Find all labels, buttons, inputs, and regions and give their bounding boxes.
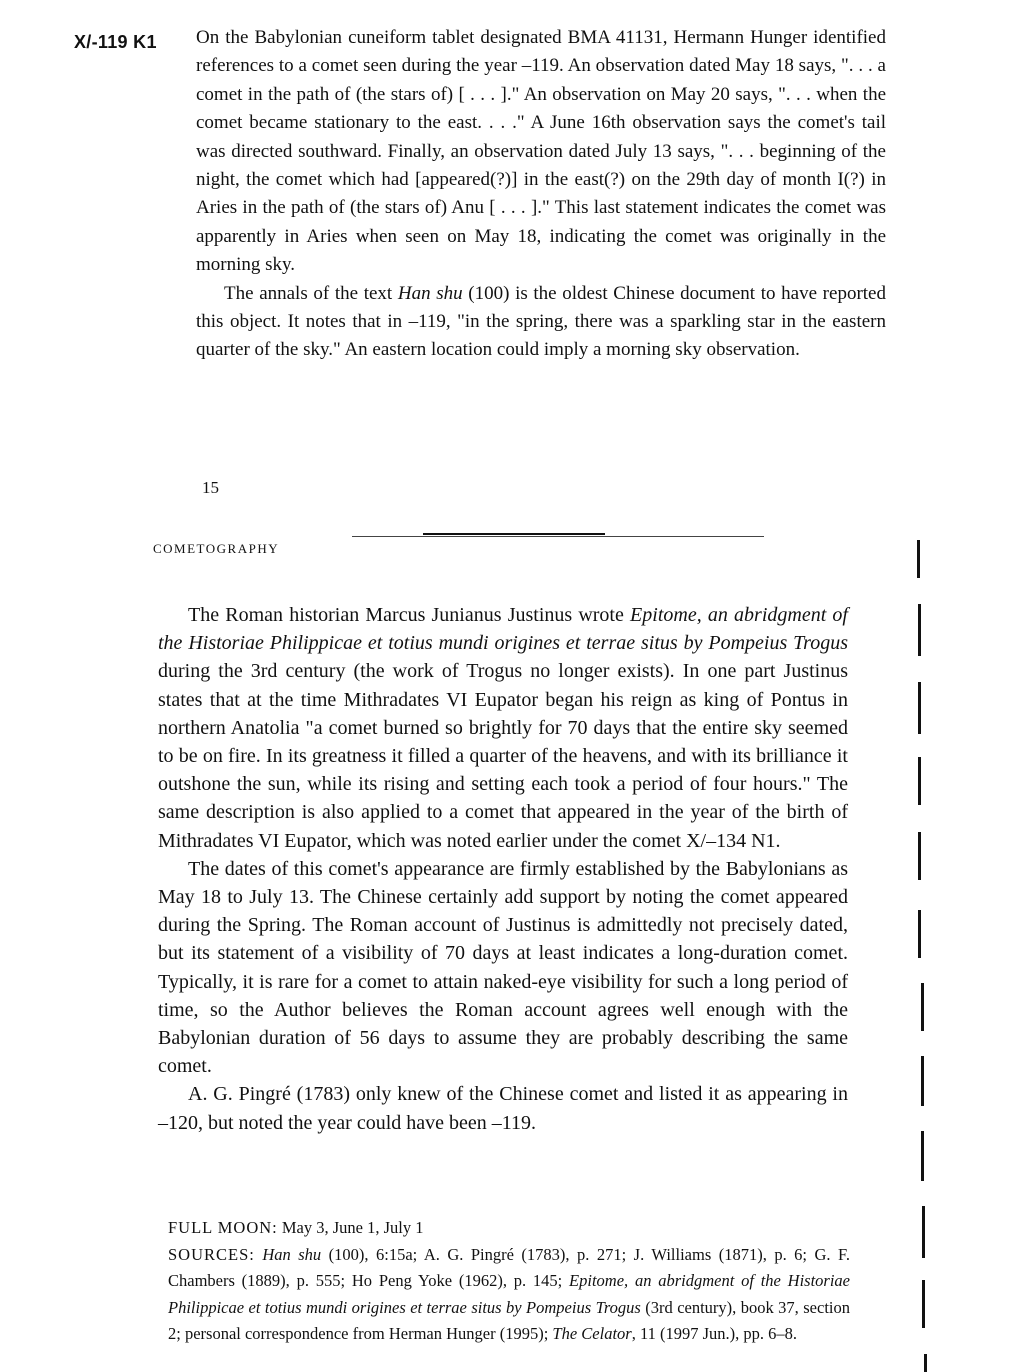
header-rule-thick (423, 533, 605, 535)
margin-mark (918, 832, 921, 880)
margin-mark (918, 757, 921, 805)
source-1: (100), 6:15a; A. G. Pingré (1783), p. 271; J. Williams (1871), p. 6; G. F. Chambers (1889), p. 555; Ho Peng Yoke (1962), p. 145; (168, 1244, 850, 1291)
margin-mark (918, 910, 921, 958)
top-paragraph-2 (196, 280, 886, 365)
header-rule-thin (352, 536, 764, 537)
margin-mark (921, 983, 924, 1031)
margin-mark (922, 1206, 925, 1258)
source-2-italic: Epitome, an abridgment of the Historiae Philippicae et totius mundi origines et terrae situs by Pompeius Trogus (168, 1271, 850, 1317)
main-paragraph-3: A. G. Pingré (1783) only knew of the Chinese comet and listed it as appearing in –120, but noted the year could have been –119. (158, 1083, 848, 1134)
top-paragraph-1: On the Babylonian cuneiform tablet designated BMA 41131, Hermann Hunger identified references to a comet seen during the year –119. An observation dated May 18 says, ". . . a comet in the path of (the stars of) [ . . . ]." An observation on May 20 says, ". . . when the comet became stationary to the east. . . ." A June 16th observation says the comet's tail was directed southward. Finally, an observation dated July 13 says, ". . . beginning of the night, the comet which had [appeared(?)] in the east(?) on the 29th day of month I(?) in Aries in the path of (the stars of) Anu [ . . . ]." This last statement indicates the comet was apparently in Aries when seen on May 18, indicating the comet was originally in the morning sky. (196, 27, 886, 276)
margin-mark (921, 1056, 924, 1106)
top-entry-text (196, 24, 886, 365)
source-3: , 11 (1997 Jun.), pp. 6–8. (631, 1324, 798, 1344)
top-p2-before: The annals of the text (224, 282, 398, 304)
margin-mark (918, 604, 921, 656)
main-p1-a: The Roman historian Marcus Junianus Justinus wrote (188, 604, 631, 626)
main-p1-italic: Epitome, an abridgment of the Historiae Philippicae et totius mundi origines et terrae situs by Pompeius Trogus (158, 604, 848, 655)
main-text (158, 601, 848, 1137)
running-head: COMETOGRAPHY (153, 541, 280, 556)
margin-mark (924, 1354, 927, 1372)
page-number: 15 (202, 478, 219, 497)
full-moon-note (168, 1215, 850, 1242)
main-p1-b: during the 3rd century (the work of Trogus no longer exists). In one part Justinus states that at the time Mithradates VI Eupator began his reign as king of Pontus in northern Anatolia "a comet burned so brightly for 70 days that the entire sky seemed to be on fire. In its greatness it filled a quarter of the heavens, and with its brilliance it outshone the sun, while its rising and setting each took a period of four hours." The same description is also applied to a comet that appeared in the year of the birth of Mithradates VI Eupator, which was noted earlier under the comet X/–134 N1. (158, 660, 848, 852)
full-moon-label: FULL MOON: (168, 1218, 278, 1237)
top-p2-italic: Han shu (397, 282, 463, 304)
entry-id: X/-119 K1 (74, 32, 157, 52)
sources-note (168, 1242, 850, 1348)
full-moon-value: May 3, June 1, July 1 (277, 1218, 424, 1237)
margin-mark (922, 1280, 925, 1328)
source-3-italic: The Celator (552, 1324, 632, 1344)
notes (168, 1215, 850, 1348)
source-2: (3rd century), book 37, section 2; personal correspondence from Herman Hunger (1995); (168, 1297, 850, 1344)
sources-label: SOURCES: (168, 1244, 255, 1264)
top-p2-after: (100) is the oldest Chinese document to have reported this object. It notes that in –119, "in the spring, there was a sparkling star in the eastern quarter of the sky." An eastern location could imply a morning sky observation. (196, 282, 886, 361)
margin-mark (918, 682, 921, 734)
main-paragraph-2: The dates of this comet's appearance are firmly established by the Babylonians as May 18 to July 13. The Chinese certainly add support by noting the comet appeared during the Spring. The Roman account of Justinus is admittedly not precisely dated, but its statement of a visibility of 70 days at least indicates a long-duration comet. Typically, it is rare for a comet to attain naked-eye visibility for such a long period of time, so the Author believes the Roman account agrees well enough with the Babylonian duration of 56 days to assume they are probably describing the same comet. (158, 857, 848, 1078)
source-1-italic: Han shu (254, 1244, 322, 1264)
margin-mark (921, 1131, 924, 1181)
main-paragraph-1 (158, 601, 848, 855)
margin-mark (917, 540, 920, 578)
